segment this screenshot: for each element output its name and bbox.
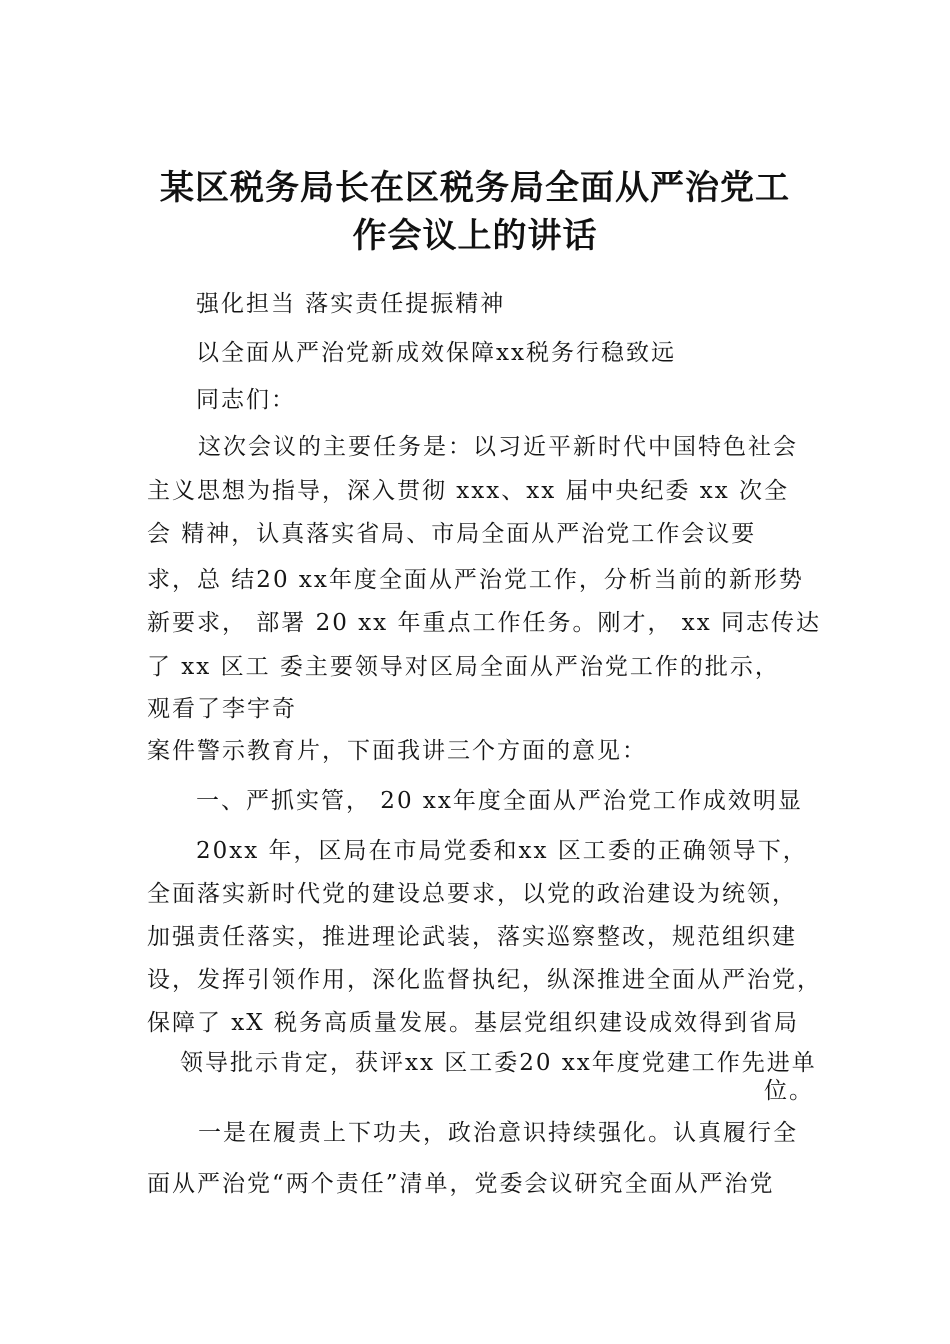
body-line: 设，发挥引领作用，深化监督执纪，纵深推进全面从严治党， [147, 967, 822, 993]
body-line: 全面落实新时代党的建设总要求，以党的政治建设为统领， [147, 881, 797, 907]
body-line: 领导批示肯定，获评xx 区工委20 xx年度党建工作先进单 [180, 1050, 817, 1076]
body-line: 这次会议的主要任务是：以习近平新时代中国特色社会 [198, 434, 798, 460]
subtitle-line-1: 强化担当 落实责任提振精神 [196, 291, 506, 317]
body-line: 保障了 xX 税务高质量发展。基层党组织建设成效得到省局 [147, 1010, 799, 1036]
body-line: 位。 [764, 1078, 814, 1104]
body-line: 一是在履责上下功夫，政治意识持续强化。认真履行全 [198, 1120, 798, 1146]
subtitle-line-2: 以全面从严治党新成效保障xx税务行稳致远 [196, 340, 676, 366]
section-heading-1: 一、严抓实管， 20 xx年度全面从严治党工作成效明显 [196, 788, 803, 814]
document-title-line-2: 作会议上的讲话 [352, 216, 598, 256]
body-line: 会 精神，认真落实省局、市局全面从严治党工作会议要 [147, 521, 757, 547]
body-line: 主义思想为指导，深入贯彻 xxx、xx 届中央纪委 xx 次全 [147, 478, 790, 504]
body-line: 观看了李宇奇 [147, 696, 297, 722]
document-title-line-1: 某区税务局长在区税务局全面从严治党工 [160, 168, 790, 208]
body-line: 加强责任落实，推进理论武装，落实巡察整改，规范组织建 [147, 924, 797, 950]
body-line: 了 xx 区工 委主要领导对区局全面从严治党工作的批示， [147, 654, 780, 680]
body-line: 案件警示教育片，下面我讲三个方面的意见： [147, 738, 647, 764]
body-line: 面从严治党“两个责任”清单，党委会议研究全面从严治党 [147, 1171, 775, 1197]
body-line: 20xx 年，区局在市局党委和xx 区工委的正确领导下， [196, 838, 808, 864]
salutation: 同志们： [196, 387, 296, 413]
body-line: 求，总 结20 xx年度全面从严治党工作，分析当前的新形势 [147, 567, 804, 593]
body-line: 新要求， 部署 20 xx 年重点工作任务。刚才， xx 同志传达 [147, 610, 822, 636]
